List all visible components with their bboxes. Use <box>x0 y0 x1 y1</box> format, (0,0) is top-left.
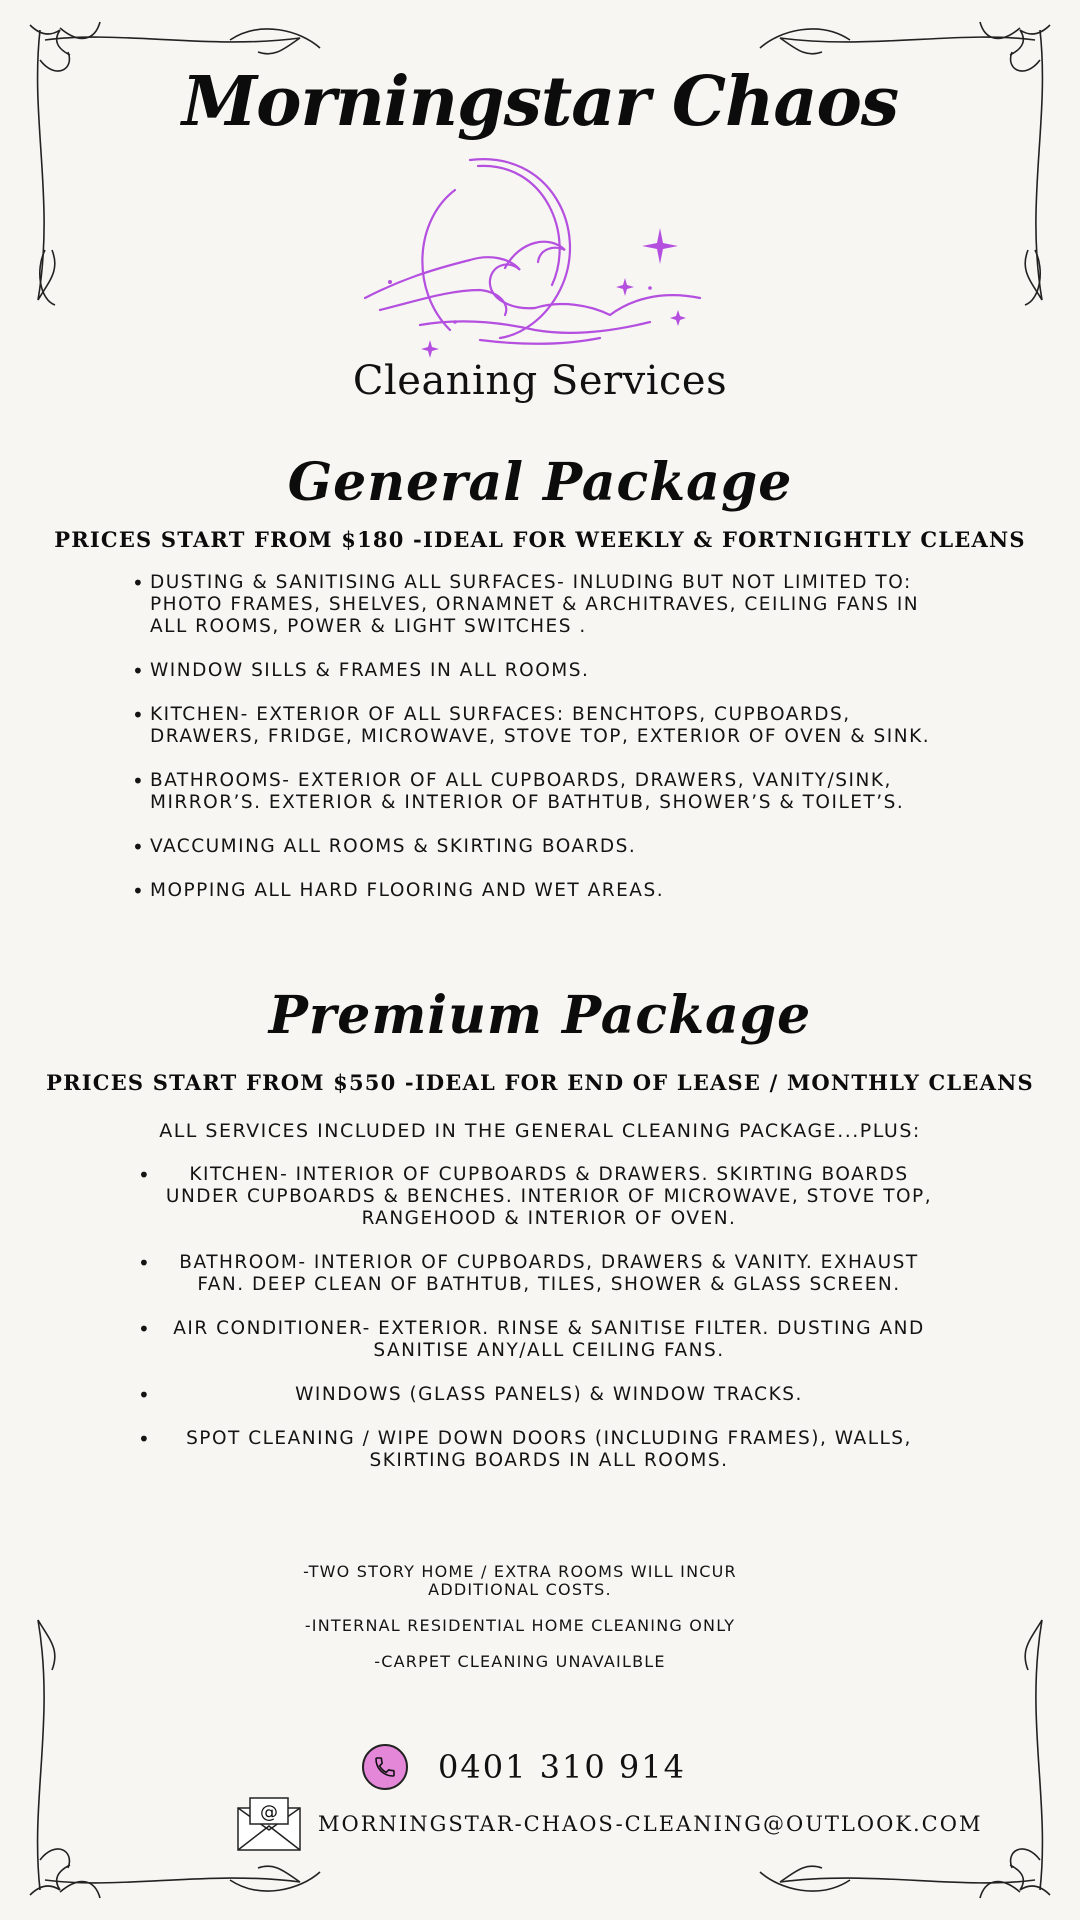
list-item: • BATHROOMS- EXTERIOR OF ALL CUPBOARDS, DRAWERS, VANITY/SINK, MIRROR’S. EXTERIOR & INTERIOR OF BATHTUB, SHOWER’S & TOILET’S. <box>132 770 952 814</box>
brand-title: Morningstar Chaos <box>181 62 899 142</box>
premium-price-line: PRICES START FROM $550 -IDEAL FOR END OF LEASE / MONTHLY CLEANS <box>46 1070 1034 1095</box>
phone-number[interactable]: 0401 310 914 <box>438 1748 686 1786</box>
phone-icon <box>362 1744 408 1790</box>
phone-contact[interactable] <box>362 1743 686 1791</box>
premium-intro: ALL SERVICES INCLUDED IN THE GENERAL CLEANING PACKAGE...PLUS: <box>159 1120 921 1142</box>
general-price-line: PRICES START FROM $180 -IDEAL FOR WEEKLY & FORTNIGHTLY CLEANS <box>54 527 1026 552</box>
envelope-icon <box>236 1796 302 1852</box>
general-services-list <box>132 572 952 924</box>
note-text: -TWO STORY HOME / EXTRA ROOMS WILL INCUR ADDITIONAL COSTS. <box>303 1562 737 1599</box>
general-package-title: General Package <box>287 452 793 513</box>
email-contact[interactable] <box>236 1796 982 1852</box>
list-item: • WINDOWS (GLASS PANELS) & WINDOW TRACKS. <box>138 1384 944 1406</box>
note-text: -CARPET CLEANING UNAVAILBLE <box>374 1652 666 1671</box>
premium-services-list <box>138 1164 944 1494</box>
moon-wave-logo-icon <box>360 150 710 365</box>
list-item: • AIR CONDITIONER- EXTERIOR. RINSE & SANITISE FILTER. DUSTING AND SANITISE ANY/ALL CEILING FANS. <box>138 1318 944 1362</box>
list-item: • WINDOW SILLS & FRAMES IN ALL ROOMS. <box>132 660 952 682</box>
list-item: • MOPPING ALL HARD FLOORING AND WET AREAS. <box>132 880 952 902</box>
premium-package-title: Premium Package <box>268 985 812 1046</box>
list-item: • SPOT CLEANING / WIPE DOWN DOORS (INCLUDING FRAMES), WALLS, SKIRTING BOARDS IN ALL ROOMS. <box>138 1428 944 1472</box>
notes <box>270 1563 770 1689</box>
list-item: • BATHROOM- INTERIOR OF CUPBOARDS, DRAWERS & VANITY. EXHAUST FAN. DEEP CLEAN OF BATHTUB, TILES, SHOWER & GLASS SCREEN. <box>138 1252 944 1296</box>
list-item: • DUSTING & SANITISING ALL SURFACES- INLUDING BUT NOT LIMITED TO: PHOTO FRAMES, SHELVES, ORNAMNET & ARCHITRAVES, CEILING FANS IN ALL ROOMS, POWER & LIGHT SWITCHES . <box>132 572 952 638</box>
email-address[interactable]: MORNINGSTAR-CHAOS-CLEANING@OUTLOOK.COM <box>318 1812 983 1836</box>
list-item: • KITCHEN- EXTERIOR OF ALL SURFACES: BENCHTOPS, CUPBOARDS, DRAWERS, FRIDGE, MICROWAVE, STOVE TOP, EXTERIOR OF OVEN & SINK. <box>132 704 952 748</box>
note-text: -INTERNAL RESIDENTIAL HOME CLEANING ONLY <box>304 1616 736 1635</box>
list-item: • KITCHEN- INTERIOR OF CUPBOARDS & DRAWERS. SKIRTING BOARDS UNDER CUPBOARDS & BENCHES. INTERIOR OF MICROWAVE, STOVE TOP, RANGEHOOD & INTERIOR OF OVEN. <box>138 1164 944 1230</box>
svg-text:@: @ <box>260 1802 278 1823</box>
list-item: • VACCUMING ALL ROOMS & SKIRTING BOARDS. <box>132 836 952 858</box>
brand-subtitle: Cleaning Services <box>352 358 728 404</box>
